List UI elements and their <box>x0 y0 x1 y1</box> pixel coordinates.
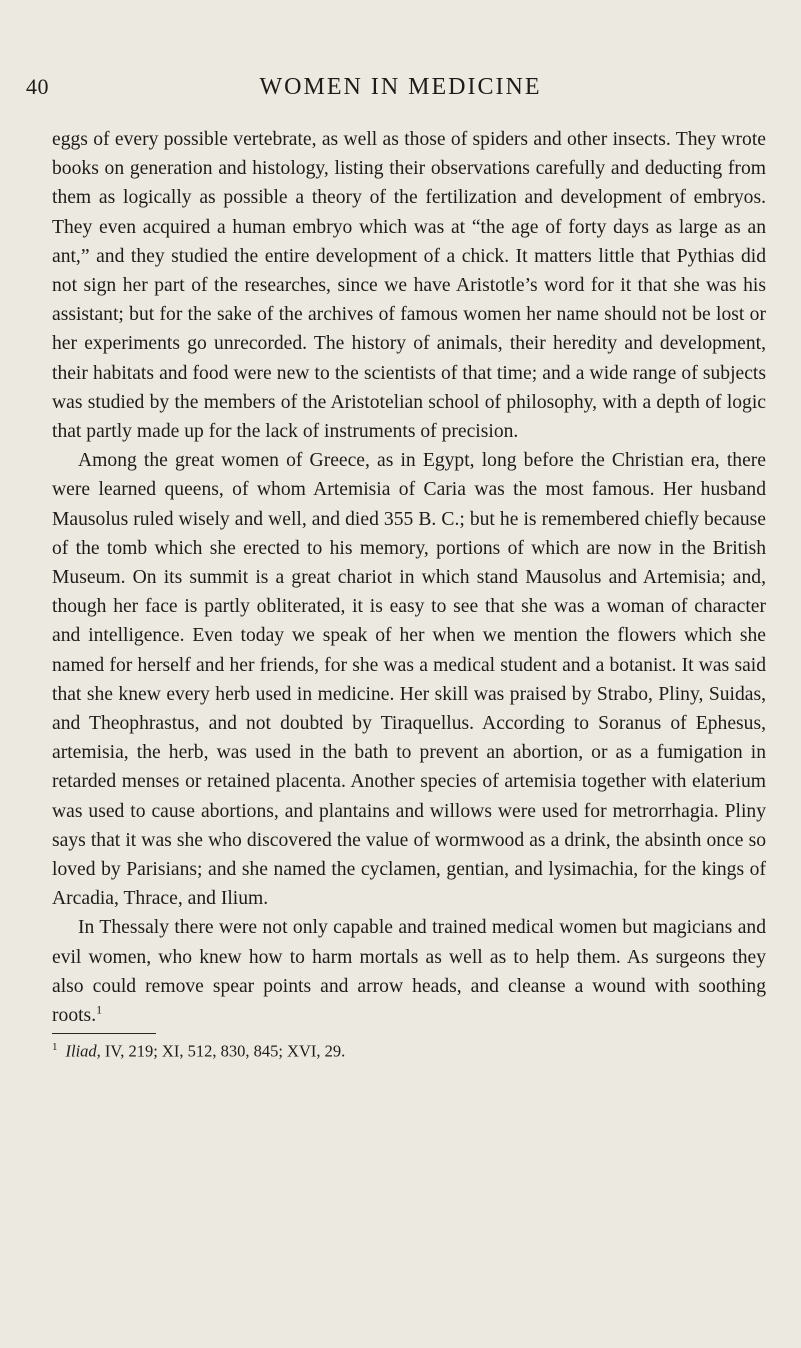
footnote-citation: IV, 219; XI, 512, 830, 845; XVI, 29. <box>104 1041 346 1061</box>
running-head <box>0 74 801 110</box>
paragraph-1: eggs of every possible vertebrate, as well as those of spiders and other insects. They wrote books on generation and histology, listing their observations carefully and deducting from them as logically as possible a theory of the fertilization and development of embryos. They even acquired a human embryo which was at “the age of forty days as large as an ant,” and they studied the entire development of a chick. It matters little that Pythias did not sign her part of the researches, since we have Aristotle’s word for it that she was his assistant; but for the sake of the archives of famous women her name should not be lost or her experiments go unrecorded. The history of animals, their heredity and development, their habitats and food were new to the scientists of that time; and a wide range of subjects was studied by the members of the Aristotelian school of philosophy, with a depth of logic that partly made up for the lack of instruments of precision. <box>52 129 766 443</box>
footnote <box>52 1036 766 1063</box>
running-title: WOMEN IN MEDICINE <box>259 74 542 100</box>
footnote-reference: 1 <box>96 1002 103 1017</box>
footnote-marker: 1 <box>52 1041 58 1053</box>
paragraph-3-text: In Thessaly there were not only capable and trained medical women but magicians and evil women, who knew how to harm mortals as well as to help them. As surgeons they also could remove spear points and arrow heads, and cleanse a wound with soothing roots. <box>52 917 766 1027</box>
body-text <box>52 125 766 1030</box>
footnote-work-title: Iliad, <box>65 1041 101 1061</box>
page-number: 40 <box>26 74 49 99</box>
footnote-divider <box>52 1033 156 1034</box>
paragraph-2: Among the great women of Greece, as in Egypt, long before the Christian era, there were learned queens, of whom Artemisia of Caria was the most famous. Her husband Mausolus ruled wisely and well, and died 355 B. C.; but he is remembered chiefly because of the tomb which she erected to his memory, portions of which are now in the British Museum. On its summit is a great chariot in which stand Mausolus and Artemisia; and, though her face is partly obliterated, it is easy to see that she was a woman of character and intelligence. Even today we speak of her when we mention the flowers which she named for herself and her friends, for she was a medical student and a botanist. It was said that she knew every herb used in medicine. Her skill was praised by Strabo, Pliny, Suidas, and Theophrastus, and not doubted by Tiraquellus. According to Soranus of Ephesus, artemisia, the herb, was used in the bath to prevent an abortion, or as a fumigation in retarded menses or retained placenta. Another species of artemisia together with elaterium was used to cause abortions, and plantains and willows were used for metrorrhagia. Pliny says that it was she who discovered the value of wormwood as a drink, the absinth once so loved by Parisians; and she named the cyclamen, gentian, and lysimachia, for the kings of Arcadia, Thrace, and Ilium. <box>52 450 766 910</box>
paragraph-3 <box>52 913 766 1030</box>
